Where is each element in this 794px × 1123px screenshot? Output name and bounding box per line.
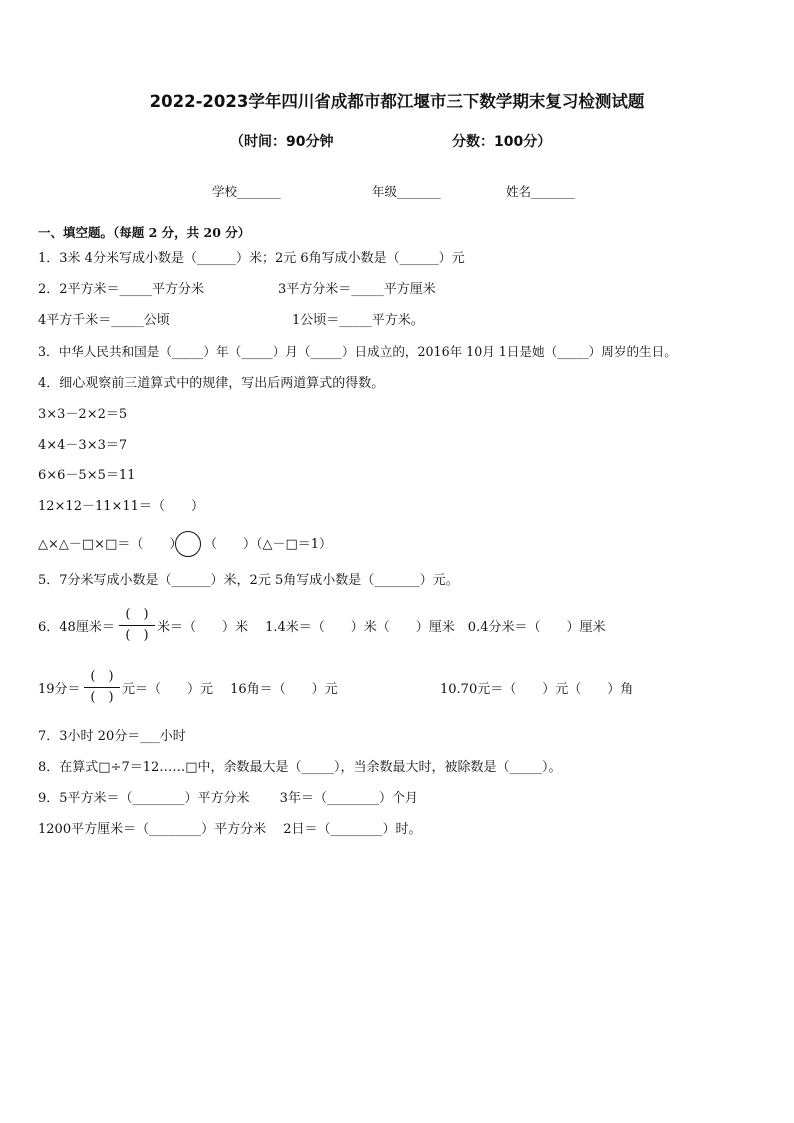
fraction-blank[interactable] xyxy=(117,606,157,645)
fraction-denominator: ( ) xyxy=(125,628,149,643)
fraction-numerator: ( ) xyxy=(90,669,114,684)
question-1: 1．3米 4分米写成小数是（______）米；2元 6角写成小数是（______）元 xyxy=(38,251,465,266)
question-2-part-c: 4平方千米＝_____公顷 xyxy=(38,313,170,328)
school-field[interactable]: 学校_______ xyxy=(212,184,281,199)
question-8: 8．在算式□÷7＝12……□中，余数最大是（_____），当余数最大时，被除数是（_____）。 xyxy=(38,760,562,775)
question-4-equation-5-condition: （ ）（△－□＝1） xyxy=(204,537,333,552)
question-6-prefix: 6．48厘米＝ xyxy=(38,620,115,635)
question-4-equation-4: 12×12－11×11＝（ ） xyxy=(38,499,204,514)
fraction-bar xyxy=(119,625,155,626)
question-6-line-2-prefix: 19分＝ xyxy=(38,682,81,697)
time-limit: （时间：90分钟 xyxy=(230,134,334,150)
fraction-bar xyxy=(84,687,120,688)
question-2-part-d: 1公顷＝_____平方米。 xyxy=(292,313,424,328)
question-3: 3．中华人民共和国是（_____）年（_____）月（_____）日成立的，2016年 10月 1日是她（_____）周岁的生日。 xyxy=(38,344,677,359)
fraction-blank[interactable] xyxy=(82,668,122,707)
page-title: 2022-2023学年四川省成都市都江堰市三下数学期末复习检测试题 xyxy=(149,92,645,111)
question-5: 5．7分米写成小数是（______）米，2元 5角写成小数是（_______）元。 xyxy=(38,573,459,588)
fraction-numerator: ( ) xyxy=(125,607,149,622)
question-6-line-2-rest: 元＝（ ）元 16角＝（ ）元 xyxy=(122,682,338,697)
name-field[interactable]: 姓名_______ xyxy=(506,184,575,199)
fraction-denominator: ( ) xyxy=(90,690,114,705)
question-4-equation-2: 4×4－3×3＝7 xyxy=(38,438,128,453)
question-4-stem: 4．细心观察前三道算式中的规律，写出后两道算式的得数。 xyxy=(38,376,385,391)
question-4-equation-3: 6×6－5×5＝11 xyxy=(38,468,136,483)
total-score: 分数：100分） xyxy=(452,134,552,150)
question-2-part-b: 3平方分米＝_____平方厘米 xyxy=(278,282,436,297)
question-2-part-a: 2．2平方米＝_____平方分米 xyxy=(38,282,205,297)
section-heading: 一、填空题。（每题 2 分，共 20 分） xyxy=(38,225,251,240)
question-6-rest: 米＝（ ）米 1.4米＝（ ）米（ ）厘米 0.4分米＝（ ）厘米 xyxy=(157,620,606,635)
question-4-equation-1: 3×3－2×2＝5 xyxy=(38,407,128,422)
grade-field[interactable]: 年级_______ xyxy=(372,184,441,199)
question-7: 7．3小时 20分＝___小时 xyxy=(38,729,186,744)
question-9-line-1: 9．5平方米＝（________）平方分米 3年＝（________）个月 xyxy=(38,791,418,806)
question-6-line-2-tail: 10.70元＝（ ）元（ ）角 xyxy=(440,682,634,697)
question-9-line-2: 1200平方厘米＝（________）平方分米 2日＝（________）时。 xyxy=(38,822,422,837)
answer-circle-blank[interactable] xyxy=(175,531,201,557)
question-4-equation-5: △×△－□×□＝（ ） xyxy=(38,537,183,552)
